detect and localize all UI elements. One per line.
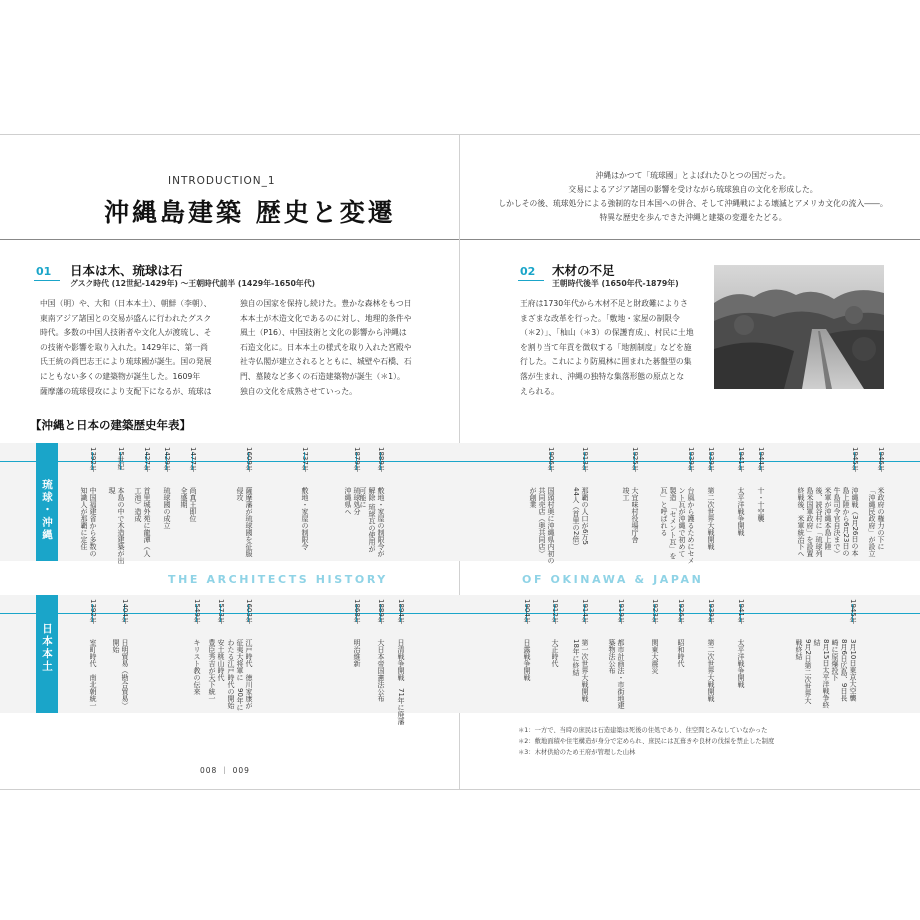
event-year: 1868年 [353, 599, 361, 624]
section1-column-2 [240, 297, 412, 399]
event-text: 全盛期 [180, 487, 188, 508]
event-text: 琉球國の成立 [163, 487, 171, 529]
event-text: 米軍が沖縄本島上陸 [824, 487, 832, 550]
section-subtitle: 王朝時代後半 (1650年代-1879年) [552, 279, 679, 288]
ryukyu-timeline [0, 461, 920, 462]
event-text: 台風から護るためにセメ [687, 487, 695, 564]
text-line: にともない多くの建築物が誕生した。1609年 [40, 371, 201, 381]
event-text: が創業 [529, 487, 537, 508]
event-text: 製造 「セメント瓦」を [669, 487, 677, 560]
section-number-rule [34, 280, 60, 281]
text-line: （＊2）」、「杣山（＊3）の保護育成」、村民に土地 [520, 328, 694, 338]
event-year: 1889年 [377, 599, 385, 624]
footnote: ＊1：一方で、当時の庶民は石造建築は死後の住処であり、住空間とみなしていなかった [518, 727, 768, 734]
event-year: 1879年 [353, 447, 361, 472]
event-text: 米政府の権力の下に [877, 487, 885, 550]
event-year: 15世紀 [117, 447, 125, 470]
event-year: 1923年 [651, 599, 659, 624]
history-title-left: THE ARCHITECTS HISTORY [168, 573, 388, 586]
event-text: 8月15日太平洋戦争終 [822, 639, 830, 709]
event-text: 関東大震災 [651, 639, 659, 674]
text-line: 氏王統の尚巴志王により琉球國が誕生。国の発展 [40, 357, 212, 367]
event-text: 可能に [359, 487, 367, 508]
event-text: 都市計画法・市街地建 [617, 639, 625, 709]
event-year: 1904年 [523, 599, 531, 624]
event-text: 明治維新 [353, 639, 361, 667]
section-number-rule [518, 280, 544, 281]
event-text: 琉球処分 [353, 487, 361, 515]
event-text: わたる江戸時代の開始 [227, 639, 235, 709]
event-year: 1926年 [677, 599, 685, 624]
event-text: 第二次世界大戦開戦 [707, 639, 715, 702]
event-text: 島上陸から6月23日の [842, 487, 850, 557]
event-text: 日露戦争開戦 [523, 639, 531, 681]
event-text: 崎に原爆投下 [831, 639, 839, 681]
chronology-title: 【沖縄と日本の建築歴史年表】 [30, 418, 191, 432]
event-text: 牛島司令官自決まで） [833, 487, 841, 557]
footnotes [518, 725, 774, 758]
section-title: 木材の不足 [552, 263, 615, 278]
event-year: 1549年 [193, 599, 201, 624]
event-year: 1603年 [245, 599, 253, 624]
section1-column-1 [40, 297, 212, 399]
footnote: ＊3：木材供給のため王府が管理した山林 [518, 749, 636, 756]
event-year: 1609年 [245, 447, 253, 472]
event-year: 1939年 [707, 447, 715, 472]
text-line: 本本土が木造文化であるのに対し、地理的条件や [240, 313, 412, 323]
event-text: 終戦後、米軍統治下へ [797, 487, 805, 557]
event-text: 首里城外苑に龍潭（人 [143, 487, 151, 557]
lead-line: 交易によるアジア諸国の影響を受けながら琉球独自の文化を形成した。 [568, 185, 818, 194]
event-year: 1429年 [163, 447, 171, 472]
text-line: の技術や影響を取り入れた。1429年に、第一尚 [40, 342, 208, 352]
event-year: 1913年 [581, 447, 589, 472]
event-year: 1427年 [143, 447, 151, 472]
text-line: えられる。 [520, 386, 559, 396]
page-numbers: 008 ｜ 009 [200, 766, 250, 775]
text-line: まざまな改革を行った。「敷地・家屋の制限令 [520, 313, 680, 323]
text-line: 行した。これにより防風林に囲まれた碁盤型の集 [520, 357, 692, 367]
event-year: 1906年 [547, 447, 555, 472]
event-text: 太平洋戦争開戦 [737, 639, 745, 688]
event-text: 国頭村奥に沖縄県内初の [547, 487, 555, 564]
event-text: 知識人が那覇に定住 [80, 487, 88, 550]
text-line: 独自の文化を成熟させていった。 [240, 386, 357, 396]
event-text: 日明貿易（勘合貿易） [121, 639, 129, 709]
header-rule-right [460, 239, 920, 240]
text-line: 落が生まれ、沖縄の独特な集落形態の原点とな [520, 371, 685, 381]
event-year: 1945年 [851, 447, 859, 472]
event-text: 3月10日東京大空襲 [849, 639, 857, 702]
text-line: 独自の国家を保持し続けた。豊かな森林をもつ日 [240, 299, 412, 308]
event-text: 開始 [112, 639, 120, 653]
event-text: 十・十空襲 [757, 487, 765, 522]
event-text: 44人（首里の2倍） [572, 487, 580, 550]
event-year: 1894年 [397, 599, 405, 624]
lead-paragraph [478, 169, 908, 225]
event-text: 日清戦争開戦 71年に廃藩 [397, 639, 405, 725]
text-line: 薩摩藩の琉球侵攻により支配下になるが、琉球は [40, 386, 212, 396]
event-year: 1912年 [551, 599, 559, 624]
lead-line: 沖縄はかつて「琉球國」とよばれたひとつの国だった。 [595, 171, 791, 180]
event-year: 1925年 [631, 447, 639, 472]
event-year: 1919年 [617, 599, 625, 624]
event-year: 1941年 [737, 599, 745, 624]
event-year: 1477年 [189, 447, 197, 472]
event-text: キリスト教の伝来 [193, 639, 201, 695]
lead-line: 特異な歴史を歩んできた沖縄と建築の変遷をたどる。 [599, 213, 787, 222]
event-text: 大正時代 [551, 639, 559, 667]
event-text: 解除 琉球瓦の使用が [368, 487, 376, 553]
event-text: 豊臣秀吉が天下統一 [208, 639, 216, 702]
text-line: 社寺仏閣が建立されるとともに、城壁や石橋、石 [240, 357, 412, 367]
event-text: 築物法公布 [608, 639, 616, 674]
event-text: 江戸時代 徳川家康が [245, 639, 253, 709]
text-line: 時代。多数の中国人技術者や文化人が渡琉し、そ [40, 328, 212, 338]
book-spread [0, 134, 920, 790]
event-text: 工池）造成 [134, 487, 142, 522]
event-year: 1945年 [849, 599, 857, 624]
event-text: 9月2日第二次世界大 [804, 639, 812, 704]
event-text: 「沖縄民政府」が設立 [868, 487, 876, 557]
footnote: ＊2：敷地面積や住宅構造が身分で定められ、庶民には瓦葺きや良材の伐採を禁止した制度 [518, 738, 775, 745]
text-line: を割り当て年貢を徴収する「地割制度」などを施 [520, 342, 692, 352]
event-text: 敷地・家屋の制限令が [377, 487, 385, 557]
event-text: 後、読谷村に「琉球列 [815, 487, 823, 557]
event-text: 本島の中で木造建築が出 [117, 487, 125, 564]
event-text: 戦終結 [795, 639, 803, 660]
event-text: 結 [813, 639, 821, 646]
page-title: 沖縄島建築 歴史と変遷 [104, 198, 396, 227]
text-line: 中国（明）や、大和（日本本土）、朝鮮（李朝）、 [40, 299, 212, 308]
event-text: 大宜味村役場庁舎 [631, 487, 639, 543]
event-text: 征夷大将軍に 90年に [236, 639, 244, 711]
section-title: 日本は木、琉球は石 [70, 263, 183, 278]
japan-label: 日本本土 [41, 623, 53, 673]
event-text: 安土桃山時代 [217, 639, 225, 681]
history-title-right: OF OKINAWA & JAPAN [522, 573, 704, 586]
event-text: 大日本帝国憲法公布 [377, 639, 385, 702]
event-year: 1392年 [89, 599, 97, 624]
intro-label: INTRODUCTION_1 [168, 175, 276, 187]
event-text: 薩摩藩が琉球國を征服 [245, 487, 253, 557]
event-year: 1914年 [581, 599, 589, 624]
event-text: 第一次世界大戦開戦 [581, 639, 589, 702]
section-number: 01 [36, 265, 52, 278]
japan-timeline [0, 613, 920, 614]
event-text: 太平洋戦争開戦 [737, 487, 745, 536]
event-text: 沖縄県へ [344, 487, 352, 515]
event-text: 沖縄戦（3月26日の本 [851, 487, 859, 557]
section-number: 02 [520, 265, 536, 278]
event-text: 8月6日広島、9日長 [840, 639, 848, 702]
event-text: 昭和時代 [677, 639, 685, 667]
event-year: 1941年 [737, 447, 745, 472]
event-year: 1404年 [121, 599, 129, 624]
event-year: 1944年 [757, 447, 765, 472]
section-subtitle: グスク時代 (12世紀-1429年) ～王朝時代前半 (1429年-1650年代) [70, 279, 316, 288]
event-text: 侵攻 [236, 487, 244, 501]
event-text: ント瓦が沖縄で初めて [678, 487, 686, 557]
text-line: 風土（P16）、中国技術と文化の影響から沖縄は [240, 328, 407, 338]
text-line: 王府は1730年代から木材不足と財政難によりさ [520, 299, 688, 308]
event-year: 1939年 [707, 599, 715, 624]
event-year: 1737年 [301, 447, 309, 472]
event-text: 瓦」と呼ばれる [660, 487, 668, 536]
event-year: 1889年 [377, 447, 385, 472]
text-line: 石造文化に。日本本土の様式を取り入れた宮殿や [240, 342, 412, 352]
event-text: 現 [108, 487, 116, 494]
header-rule-left [0, 239, 459, 240]
event-text: 島米国軍政府」を設置 [806, 487, 814, 557]
event-text: 18年に終結 [572, 639, 580, 676]
event-text: 竣工 [622, 487, 630, 501]
event-year: 1573年 [217, 599, 225, 624]
section2-body [520, 297, 694, 399]
event-text: 敷地・家屋の制限令 [301, 487, 309, 550]
ryukyu-label: 琉球・沖縄 [41, 479, 53, 542]
event-text: 室町時代 南北朝統一 [89, 639, 97, 709]
text-line: 門、墓陵など多くの石造建築物が誕生（＊1）。 [240, 371, 405, 381]
event-text: 第二次世界大戦開戦 [707, 487, 715, 550]
event-year: 1392年 [89, 447, 97, 472]
event-year: 1939年 [687, 447, 695, 472]
event-text: 共同売店（奥共同店） [538, 487, 546, 557]
forest-path-image [714, 265, 884, 389]
forest-path-photo [714, 265, 884, 389]
event-text: 那覇の人口が6万5 [581, 487, 589, 545]
lead-line: しかしその後、琉球処分による強制的な日本国への併合、そして沖縄戦による壊滅とアメリカ文化の流入――。 [498, 199, 888, 208]
event-year: 1946年 [877, 447, 885, 472]
event-text: 中国福建省から多数の [89, 487, 97, 557]
text-line: 東南アジア諸国との交易が盛んに行われたグスク [40, 313, 212, 323]
event-text: 尚真王即位 [189, 487, 197, 522]
